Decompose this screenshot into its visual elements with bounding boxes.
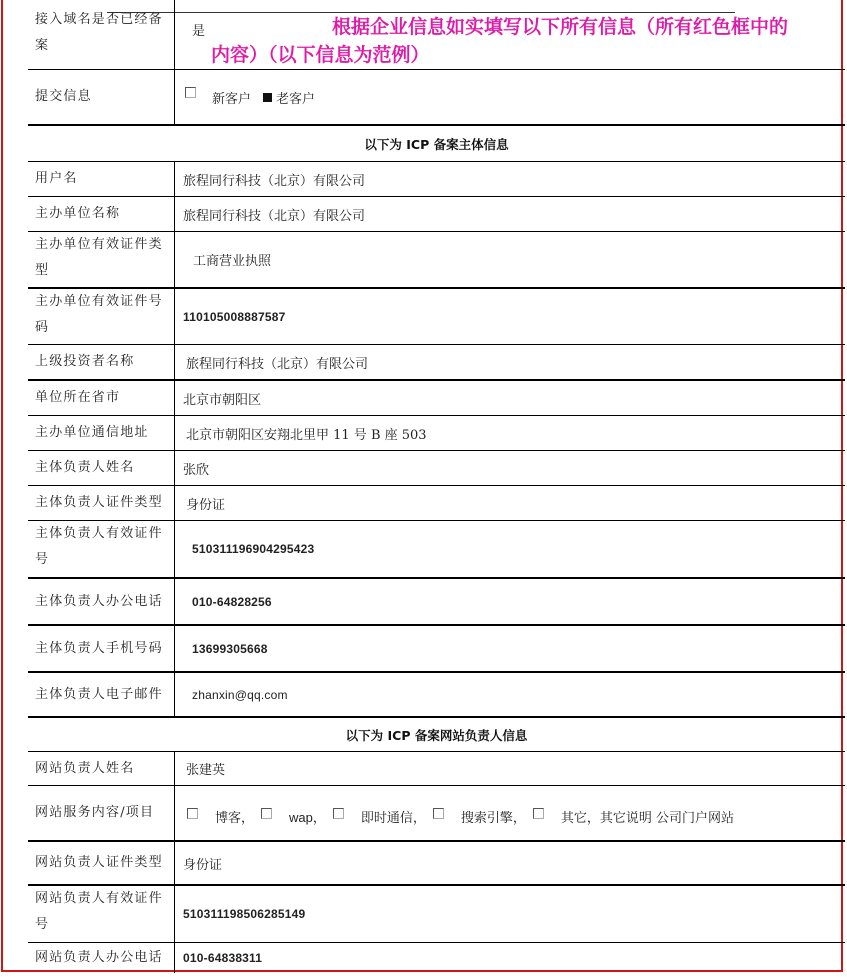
section-title-subject: 以下为 ICP 备案主体信息 (364, 136, 509, 152)
value-host-cert-no[interactable]: 110105008887587 (183, 309, 286, 324)
option-im-label: 即时通信， (360, 810, 426, 826)
label-site-owner-cert-no: 网站负责人有效证件号 (28, 886, 175, 942)
label-principal-cert-type: 主体负责人证件类型 (28, 486, 175, 520)
row-principal-mobile (28, 626, 845, 673)
checkbox-new-customer[interactable] (185, 87, 196, 98)
label-domain-filed: 接入域名是否已经备案 (28, 0, 175, 69)
value-host-cert-type[interactable]: 工商营业执照 (193, 254, 272, 269)
label-host-cert-type: 主办单位有效证件类型 (28, 232, 175, 287)
row-site-owner-office-phone (28, 943, 845, 973)
instruction-note-line1: 根据企业信息如实填写以下所有信息（所有红色框中的 (332, 16, 789, 38)
row-site-owner-cert-no (28, 886, 845, 943)
label-principal-office-phone: 主体负责人办公电话 (28, 579, 175, 624)
label-principal-name: 主体负责人姓名 (28, 451, 175, 485)
label-principal-email: 主体负责人电子邮件 (28, 673, 175, 716)
checkbox-old-customer-checked[interactable] (263, 93, 272, 102)
value-principal-office-phone[interactable]: 010-64828256 (192, 594, 272, 609)
value-site-owner-name[interactable]: 张建英 (186, 763, 226, 778)
value-host-unit-name[interactable]: 旅程同行科技（北京）有限公司 (183, 208, 366, 224)
option-other-label: 其它，其它说明 公司门户网站 (560, 810, 735, 826)
label-host-unit-name: 主办单位名称 (28, 197, 175, 231)
value-site-owner-cert-type[interactable]: 身份证 (183, 857, 223, 873)
label-principal-cert-no: 主体负责人有效证件号 (28, 521, 175, 577)
checkbox-im[interactable] (333, 808, 344, 819)
value-domain-filed[interactable]: 是 (192, 24, 206, 39)
value-province-city[interactable]: 北京市朝阳区 (183, 392, 262, 408)
label-province-city: 单位所在省市 (28, 381, 175, 415)
value-site-services (175, 786, 845, 840)
value-principal-cert-no[interactable]: 510311196904295423 (192, 542, 315, 556)
option-blog-label: 博客， (215, 810, 255, 826)
label-address: 主办单位通信地址 (28, 416, 175, 450)
section-header-subject (28, 126, 845, 162)
checkbox-search[interactable] (433, 808, 444, 819)
row-investor (28, 345, 845, 381)
label-principal-mobile: 主体负责人手机号码 (28, 626, 175, 671)
option-search-label: 搜索引擎， (460, 810, 526, 826)
section-header-website (28, 718, 845, 752)
label-site-owner-office-phone: 网站负责人办公电话 (28, 943, 175, 973)
checkbox-other[interactable] (533, 808, 544, 819)
value-principal-cert-type[interactable]: 身份证 (186, 497, 226, 513)
row-site-services (28, 786, 845, 842)
row-username (28, 162, 845, 197)
instruction-note-line2: 内容）（以下信息为范例） (211, 44, 430, 66)
value-submit-info (175, 70, 845, 124)
value-principal-name[interactable]: 张欣 (183, 462, 210, 478)
row-principal-office-phone (28, 579, 845, 626)
value-site-owner-office-phone[interactable]: 010-64838311 (183, 951, 263, 965)
row-site-owner-cert-type (28, 842, 845, 886)
label-host-cert-no: 主办单位有效证件号码 (28, 289, 175, 344)
value-site-owner-cert-no[interactable]: 510311198506285149 (183, 907, 306, 921)
row-principal-name (28, 451, 845, 486)
checkbox-wap[interactable] (261, 808, 272, 819)
label-investor: 上级投资者名称 (28, 345, 175, 379)
row-host-cert-type (28, 232, 845, 289)
row-principal-cert-no (28, 521, 845, 579)
row-province-city (28, 381, 845, 416)
value-principal-mobile[interactable]: 13699305668 (192, 641, 268, 656)
row-address (28, 416, 845, 451)
row-host-unit-name (28, 197, 845, 232)
label-username: 用户名 (28, 162, 175, 196)
row-site-owner-name (28, 752, 845, 786)
row-host-cert-no (28, 289, 845, 345)
label-site-owner-name: 网站负责人姓名 (28, 752, 175, 785)
value-investor[interactable]: 旅程同行科技（北京）有限公司 (186, 356, 369, 372)
old-customer-label: 老客户 (276, 91, 316, 107)
section-title-website: 以下为 ICP 备案网站负责人信息 (345, 727, 528, 743)
row-principal-cert-type (28, 486, 845, 521)
label-submit-info: 提交信息 (28, 70, 175, 124)
value-username[interactable]: 旅程同行科技（北京）有限公司 (183, 173, 366, 189)
row-principal-email (28, 673, 845, 718)
new-customer-label: 新客户 (212, 91, 252, 107)
icp-form-table (28, 0, 845, 973)
option-wap-label: wap， (289, 809, 326, 825)
label-site-owner-cert-type: 网站负责人证件类型 (28, 842, 175, 884)
value-principal-email[interactable]: zhanxin@qq.com (192, 687, 288, 702)
value-address[interactable]: 北京市朝阳区安翔北里甲 11 号 B 座 503 (186, 427, 427, 443)
label-site-services: 网站服务内容/项目 (28, 786, 175, 840)
checkbox-blog[interactable] (187, 808, 198, 819)
row-submit-info (28, 70, 845, 126)
